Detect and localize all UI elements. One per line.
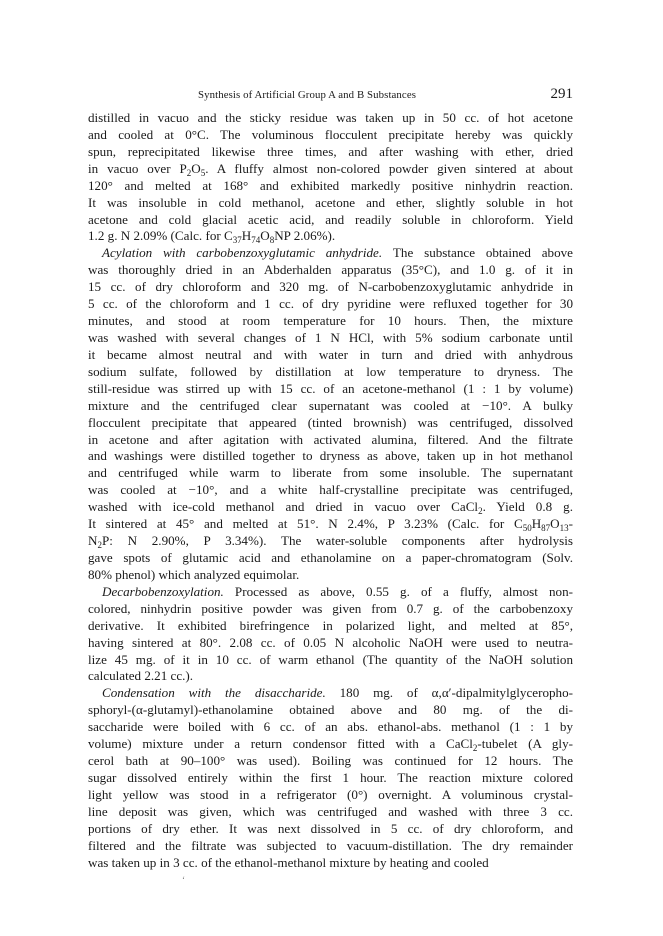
subscript: 2 — [97, 540, 102, 551]
text-line: having sintered at 80°. 2.08 cc. of 0.05 N alcoholic NaOH were used to neutra- — [88, 634, 573, 650]
text-line: still-residue was stirred up with 15 cc. of an acetone-methanol (1 : 1 by volume) — [88, 380, 573, 396]
text-line: minutes, and stood at room temperature for 10 hours. Then, the mixture — [88, 313, 573, 329]
text-line: was washed with several changes of 1 N HCl, with 5% sodium carbonate until — [88, 329, 573, 345]
text-line: mixture and the centrifuged clear supernatant was cooled at −10°. A bulky — [88, 397, 573, 413]
subscript: 2 — [186, 167, 192, 178]
subscript: 5 — [200, 167, 206, 178]
text-line: sphoryl-(α-glutamyl)-ethanolamine obtained above and 80 mg. of the di- — [88, 702, 573, 718]
subscript: 87 — [541, 523, 551, 534]
article-body — [88, 110, 573, 871]
text-line: 1.2 g. N 2.09% (Calc. for $C_{37}H_{74}O_8NP$ 2.06%). — [88, 228, 336, 246]
text-line: It was insoluble in cold methanol, acetone and ether, slightly soluble in hot — [88, 194, 573, 210]
page-number: 291 — [550, 86, 573, 102]
section-lead-in: Acylation with carbobenzoxyglutamic anhydride. — [102, 245, 393, 261]
stray-print-mark: ‘ — [182, 875, 185, 885]
text-line: washed with ice-cold methanol and dried in vacuo over CaCl$_2$. Yield 0.8 g. — [88, 499, 573, 517]
text-line: in acetone and after agitation with activated alumina, filtered. And the filtrate — [88, 431, 573, 447]
text-line: calculated 2.21 cc.). — [88, 668, 194, 684]
text-line: was thoroughly dried in an Abderhalden apparatus (35°C), and 1.0 g. of it in — [88, 262, 573, 278]
page-header — [88, 86, 573, 106]
text-line: and centrifuged while warm to liberate from some insoluble. The supernatant — [88, 465, 573, 481]
subscript: 2 — [478, 506, 483, 517]
subscript: 37 — [232, 235, 242, 246]
text-line: 80% phenol) which analyzed equimolar. — [88, 566, 300, 582]
running-title: Synthesis of Artificial Group A and B Substances — [198, 89, 417, 101]
text-line: 120° and melted at 168° and exhibited markedly positive ninhydrin reaction. — [88, 177, 573, 193]
section-lead-in: Decarbobenzoxylation. — [102, 583, 235, 599]
text-line: line deposit was given, which was centrifuged and washed with three 3 cc. — [88, 803, 573, 819]
text-line: was cooled at −10°, and a white half-crystalline precipitate was centrifuged, — [88, 482, 573, 498]
text-line: Acylation with carbobenzoxyglutamic anhydride. The substance obtained above — [102, 245, 573, 261]
text-line: and cooled at 0°C. The voluminous flocculent precipitate hereby was quickly — [88, 126, 573, 142]
text-line: It sintered at 45° and melted at 51°. N 2.4%, P 3.23% (Calc. for $C_{50}H_{87}O_{13}-$ — [88, 516, 573, 534]
text-line: sugar dissolved entirely within the first 1 hour. The reaction mixture colored — [88, 769, 573, 785]
text-line: derivative. It exhibited birefringence in polarized light, and melted at 85°, — [88, 617, 573, 633]
text-line: 15 cc. of dry chloroform and 320 mg. of N-carbobenzoxyglutamic anhydride in — [88, 279, 573, 295]
text-line: in vacuo over $P_2O_5$. A fluffy almost non-colored powder given sintered at about — [88, 160, 573, 178]
subscript: 13 — [559, 523, 569, 534]
text-line: volume) mixture under a return condensor fitted with a CaCl$_2$-tubelet (A gly- — [88, 736, 573, 754]
text-line: flocculent precipitate that appeared (tinted brownish) was centrifuged, dissolved — [88, 414, 573, 430]
subscript: 74 — [251, 235, 261, 246]
text-line: sodium sulfate, followed by distillation at low temperature to dryness. The — [88, 363, 573, 379]
subscript: 2 — [472, 743, 478, 754]
text-line: was taken up in 3 cc. of the ethanol-methanol mixture by heating and cooled — [88, 854, 489, 870]
text-line: 5 cc. of the chloroform and 1 cc. of dry pyridine were refluxed together for 30 — [88, 296, 573, 312]
text-line: light yellow was stood in a refrigerator (0°) overnight. A voluminous crystal- — [88, 786, 573, 802]
text-line: Decarbobenzoxylation. Processed as above, 0.55 g. of a fluffy, almost non- — [102, 583, 573, 599]
text-line: portions of dry ether. It was next dissolved in 5 cc. of dry chloroform, and — [88, 820, 573, 836]
subscript: 50 — [522, 523, 532, 534]
text-line: acetone and cold glacial acetic acid, and readily soluble in chloroform. Yield — [88, 211, 573, 227]
text-line: saccharide were boiled with 6 cc. of an abs. ethanol-abs. methanol (1 : 1 by — [88, 719, 573, 735]
text-line: distilled in vacuo and the sticky residue was taken up in 50 cc. of hot acetone — [88, 110, 573, 125]
text-line: Condensation with the disaccharide. 180 mg. of α,α′-dipalmitylglycerophо- — [102, 685, 573, 701]
text-line: $N_2P$: N 2.90%, P 3.34%). The water-soluble components after hydrolysis — [88, 533, 573, 551]
text-line: spun, reprecipitated likewise three times, and after washing with ether, dried — [88, 143, 573, 159]
section-lead-in: Condensation with the disaccharide. — [102, 685, 340, 701]
text-line: filtered and the filtrate was subjected to vacuum-distillation. The dry remainder — [88, 837, 573, 853]
subscript: 8 — [269, 235, 275, 246]
text-line: it became almost neutral and with water in turn and dried with anhydrous — [88, 346, 573, 362]
text-line: gave spots of glutamic acid and ethanolamine on a paper-chromatogram (Solv. — [88, 549, 573, 565]
text-line: lize 45 mg. of it in 10 cc. of warm ethanol (The quantity of the NaOH solution — [88, 651, 573, 667]
text-line: colored, ninhydrin positive powder was given from 0.7 g. of the carbobenzoxy — [88, 600, 573, 616]
text-line: and washings were distilled together to dryness as above, taken up in hot methanol — [88, 448, 573, 464]
text-line: cerol bath at 90–100° was used). Boiling was continued for 12 hours. The — [88, 753, 573, 769]
